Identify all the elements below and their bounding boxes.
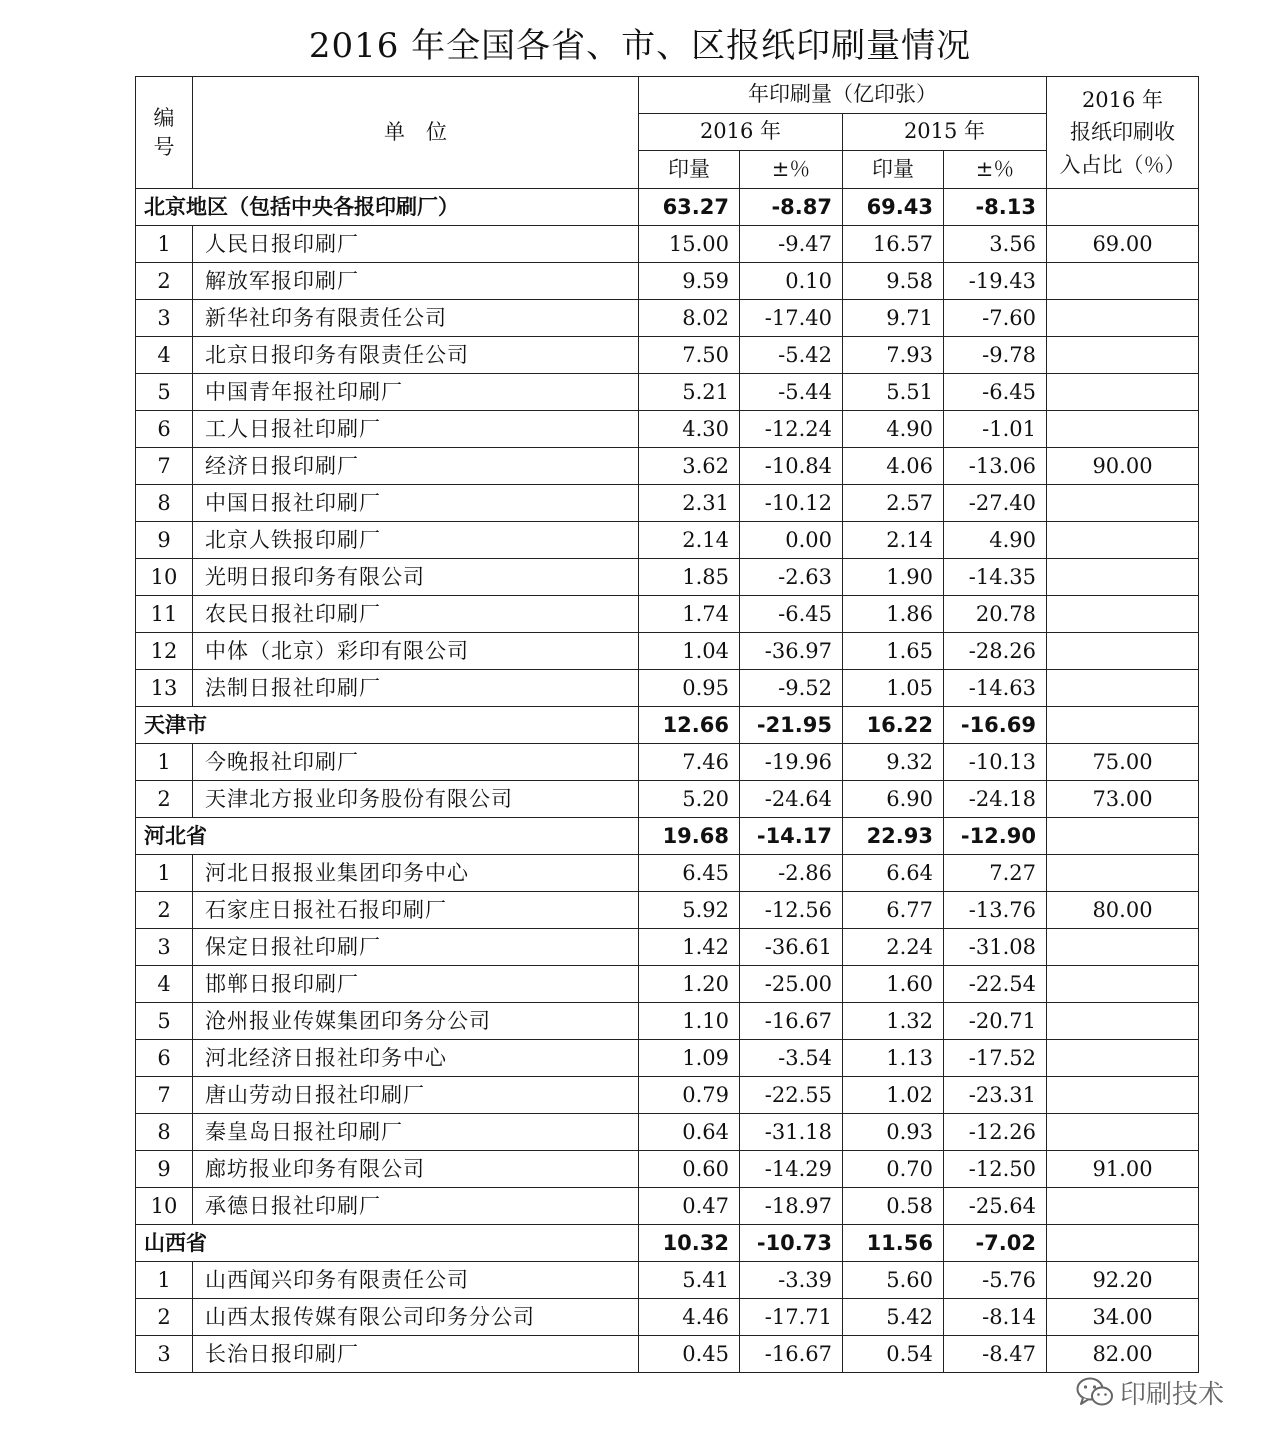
header-ratio-line1: 2016 年 bbox=[1081, 87, 1164, 112]
row-v2016: 2.14 bbox=[639, 522, 740, 559]
row-c2016: -3.54 bbox=[740, 1040, 843, 1077]
row-c2015: -22.54 bbox=[944, 966, 1047, 1003]
row-c2016: -9.47 bbox=[740, 226, 843, 263]
row-v2016: 1.04 bbox=[639, 633, 740, 670]
row-ratio bbox=[1047, 300, 1199, 337]
table-row bbox=[136, 485, 1199, 522]
row-unit-name: 保定日报社印刷厂 bbox=[193, 929, 639, 966]
row-c2015: -25.64 bbox=[944, 1188, 1047, 1225]
header-volume: 年印刷量（亿印张） bbox=[639, 77, 1047, 114]
row-unit-name: 唐山劳动日报社印刷厂 bbox=[193, 1077, 639, 1114]
table-row bbox=[136, 670, 1199, 707]
row-c2016: -9.52 bbox=[740, 670, 843, 707]
row-ratio bbox=[1047, 1188, 1199, 1225]
row-ratio bbox=[1047, 1003, 1199, 1040]
header-year-2015: 2015 年 bbox=[843, 114, 1047, 151]
header-ratio-line2: 报纸印刷收 bbox=[1070, 120, 1175, 145]
row-ratio bbox=[1047, 522, 1199, 559]
row-v2015: 5.60 bbox=[843, 1262, 944, 1299]
row-c2016: -24.64 bbox=[740, 781, 843, 818]
row-unit-name: 河北日报报业集团印务中心 bbox=[193, 855, 639, 892]
header-change-2016: ±％ bbox=[740, 151, 843, 189]
row-unit-name: 邯郸日报印刷厂 bbox=[193, 966, 639, 1003]
row-c2016: 0.00 bbox=[740, 522, 843, 559]
row-v2015: 1.02 bbox=[843, 1077, 944, 1114]
row-v2016: 1.10 bbox=[639, 1003, 740, 1040]
row-v2016: 1.85 bbox=[639, 559, 740, 596]
row-ratio bbox=[1047, 263, 1199, 300]
table-row bbox=[136, 1003, 1199, 1040]
row-v2016: 0.47 bbox=[639, 1188, 740, 1225]
row-unit-name: 解放军报印刷厂 bbox=[193, 263, 639, 300]
row-index: 9 bbox=[136, 1151, 193, 1188]
row-v2016: 1.42 bbox=[639, 929, 740, 966]
row-c2016: -6.45 bbox=[740, 596, 843, 633]
table-row bbox=[136, 1151, 1199, 1188]
row-c2015: -5.76 bbox=[944, 1262, 1047, 1299]
row-v2016: 0.45 bbox=[639, 1336, 740, 1373]
row-unit-name: 中体（北京）彩印有限公司 bbox=[193, 633, 639, 670]
row-c2016: -19.96 bbox=[740, 744, 843, 781]
row-v2016: 7.46 bbox=[639, 744, 740, 781]
table-row bbox=[136, 966, 1199, 1003]
row-ratio bbox=[1047, 374, 1199, 411]
region-c2016: -8.87 bbox=[740, 189, 843, 226]
table-row bbox=[136, 300, 1199, 337]
row-unit-name: 长治日报印刷厂 bbox=[193, 1336, 639, 1373]
row-c2015: -17.52 bbox=[944, 1040, 1047, 1077]
row-index: 8 bbox=[136, 485, 193, 522]
region-row bbox=[136, 189, 1199, 226]
row-ratio bbox=[1047, 1040, 1199, 1077]
row-index: 5 bbox=[136, 1003, 193, 1040]
row-v2016: 5.20 bbox=[639, 781, 740, 818]
row-index: 13 bbox=[136, 670, 193, 707]
table-row bbox=[136, 744, 1199, 781]
row-c2015: -23.31 bbox=[944, 1077, 1047, 1114]
row-unit-name: 新华社印务有限责任公司 bbox=[193, 300, 639, 337]
row-c2015: -28.26 bbox=[944, 633, 1047, 670]
region-v2015: 22.93 bbox=[843, 818, 944, 855]
row-ratio bbox=[1047, 966, 1199, 1003]
row-c2016: -36.97 bbox=[740, 633, 843, 670]
row-v2015: 9.71 bbox=[843, 300, 944, 337]
table-row bbox=[136, 633, 1199, 670]
row-c2016: -14.29 bbox=[740, 1151, 843, 1188]
row-v2015: 5.42 bbox=[843, 1299, 944, 1336]
header-print-2016: 印量 bbox=[639, 151, 740, 189]
table-row bbox=[136, 374, 1199, 411]
row-v2016: 4.30 bbox=[639, 411, 740, 448]
region-c2015: -7.02 bbox=[944, 1225, 1047, 1262]
row-index: 1 bbox=[136, 1262, 193, 1299]
region-row bbox=[136, 818, 1199, 855]
table-row bbox=[136, 337, 1199, 374]
row-v2016: 9.59 bbox=[639, 263, 740, 300]
row-unit-name: 工人日报社印刷厂 bbox=[193, 411, 639, 448]
row-v2016: 1.74 bbox=[639, 596, 740, 633]
row-c2016: -2.63 bbox=[740, 559, 843, 596]
row-index: 3 bbox=[136, 929, 193, 966]
table-row bbox=[136, 522, 1199, 559]
region-c2015: -8.13 bbox=[944, 189, 1047, 226]
region-v2016: 10.32 bbox=[639, 1225, 740, 1262]
row-v2015: 1.32 bbox=[843, 1003, 944, 1040]
region-name: 天津市 bbox=[136, 707, 639, 744]
table-row bbox=[136, 1040, 1199, 1077]
row-v2016: 0.64 bbox=[639, 1114, 740, 1151]
row-c2015: 4.90 bbox=[944, 522, 1047, 559]
row-index: 10 bbox=[136, 559, 193, 596]
row-index: 6 bbox=[136, 1040, 193, 1077]
region-ratio bbox=[1047, 189, 1199, 226]
page-title: 2016 年全国各省、市、区报纸印刷量情况 bbox=[308, 26, 972, 66]
header-year-2016: 2016 年 bbox=[639, 114, 843, 151]
region-name: 北京地区（包括中央各报印刷厂） bbox=[136, 189, 639, 226]
row-v2016: 1.09 bbox=[639, 1040, 740, 1077]
row-ratio: 34.00 bbox=[1047, 1299, 1199, 1336]
row-c2015: -14.35 bbox=[944, 559, 1047, 596]
row-ratio: 92.20 bbox=[1047, 1262, 1199, 1299]
row-v2016: 5.92 bbox=[639, 892, 740, 929]
row-v2016: 0.79 bbox=[639, 1077, 740, 1114]
row-c2016: -10.84 bbox=[740, 448, 843, 485]
region-v2016: 63.27 bbox=[639, 189, 740, 226]
row-c2016: -10.12 bbox=[740, 485, 843, 522]
row-v2015: 0.58 bbox=[843, 1188, 944, 1225]
row-ratio: 69.00 bbox=[1047, 226, 1199, 263]
row-unit-name: 人民日报印刷厂 bbox=[193, 226, 639, 263]
region-v2016: 19.68 bbox=[639, 818, 740, 855]
row-ratio bbox=[1047, 929, 1199, 966]
row-v2015: 0.93 bbox=[843, 1114, 944, 1151]
row-v2016: 0.60 bbox=[639, 1151, 740, 1188]
row-unit-name: 河北经济日报社印务中心 bbox=[193, 1040, 639, 1077]
table-body bbox=[136, 189, 1199, 1373]
header-ratio-line3: 入占比（％） bbox=[1059, 152, 1186, 177]
row-c2015: -24.18 bbox=[944, 781, 1047, 818]
header-change-2015: ±％ bbox=[944, 151, 1047, 189]
row-index: 3 bbox=[136, 300, 193, 337]
row-c2015: -14.63 bbox=[944, 670, 1047, 707]
row-c2015: -7.60 bbox=[944, 300, 1047, 337]
row-v2016: 4.46 bbox=[639, 1299, 740, 1336]
row-ratio bbox=[1047, 337, 1199, 374]
row-c2015: -13.76 bbox=[944, 892, 1047, 929]
row-unit-name: 秦皇岛日报社印刷厂 bbox=[193, 1114, 639, 1151]
table-row bbox=[136, 411, 1199, 448]
row-unit-name: 北京日报印务有限责任公司 bbox=[193, 337, 639, 374]
row-c2015: -13.06 bbox=[944, 448, 1047, 485]
row-c2015: -19.43 bbox=[944, 263, 1047, 300]
row-v2016: 2.31 bbox=[639, 485, 740, 522]
region-v2015: 16.22 bbox=[843, 707, 944, 744]
row-v2015: 0.70 bbox=[843, 1151, 944, 1188]
row-index: 4 bbox=[136, 966, 193, 1003]
row-v2016: 6.45 bbox=[639, 855, 740, 892]
table-row bbox=[136, 855, 1199, 892]
row-index: 7 bbox=[136, 1077, 193, 1114]
row-c2015: 7.27 bbox=[944, 855, 1047, 892]
row-v2015: 6.90 bbox=[843, 781, 944, 818]
row-v2016: 15.00 bbox=[639, 226, 740, 263]
row-unit-name: 农民日报社印刷厂 bbox=[193, 596, 639, 633]
row-v2015: 0.54 bbox=[843, 1336, 944, 1373]
row-ratio bbox=[1047, 411, 1199, 448]
print-volume-table bbox=[135, 76, 1199, 1373]
row-unit-name: 法制日报社印刷厂 bbox=[193, 670, 639, 707]
table-row bbox=[136, 226, 1199, 263]
row-v2016: 7.50 bbox=[639, 337, 740, 374]
wechat-icon bbox=[1076, 1376, 1114, 1408]
row-v2015: 5.51 bbox=[843, 374, 944, 411]
row-unit-name: 沧州报业传媒集团印务分公司 bbox=[193, 1003, 639, 1040]
table-row bbox=[136, 1077, 1199, 1114]
table-row bbox=[136, 263, 1199, 300]
row-unit-name: 北京人铁报印刷厂 bbox=[193, 522, 639, 559]
row-ratio: 90.00 bbox=[1047, 448, 1199, 485]
row-index: 2 bbox=[136, 892, 193, 929]
row-unit-name: 光明日报印务有限公司 bbox=[193, 559, 639, 596]
table-row bbox=[136, 559, 1199, 596]
row-v2015: 2.57 bbox=[843, 485, 944, 522]
row-v2016: 0.95 bbox=[639, 670, 740, 707]
row-v2015: 1.60 bbox=[843, 966, 944, 1003]
row-v2015: 1.86 bbox=[843, 596, 944, 633]
watermark-text: 印刷技术 bbox=[1120, 1379, 1225, 1410]
row-c2015: -8.47 bbox=[944, 1336, 1047, 1373]
row-c2016: 0.10 bbox=[740, 263, 843, 300]
row-index: 2 bbox=[136, 781, 193, 818]
row-v2016: 5.41 bbox=[639, 1262, 740, 1299]
row-ratio bbox=[1047, 559, 1199, 596]
row-c2015: 20.78 bbox=[944, 596, 1047, 633]
row-ratio: 82.00 bbox=[1047, 1336, 1199, 1373]
row-v2015: 1.13 bbox=[843, 1040, 944, 1077]
row-c2016: -2.86 bbox=[740, 855, 843, 892]
row-c2015: -8.14 bbox=[944, 1299, 1047, 1336]
row-unit-name: 中国青年报社印刷厂 bbox=[193, 374, 639, 411]
row-c2015: -12.26 bbox=[944, 1114, 1047, 1151]
table-row bbox=[136, 448, 1199, 485]
row-index: 2 bbox=[136, 263, 193, 300]
table-row bbox=[136, 892, 1199, 929]
row-ratio: 91.00 bbox=[1047, 1151, 1199, 1188]
row-index: 8 bbox=[136, 1114, 193, 1151]
table-row bbox=[136, 596, 1199, 633]
row-index: 9 bbox=[136, 522, 193, 559]
region-v2015: 69.43 bbox=[843, 189, 944, 226]
region-c2016: -21.95 bbox=[740, 707, 843, 744]
row-v2016: 1.20 bbox=[639, 966, 740, 1003]
row-v2015: 9.58 bbox=[843, 263, 944, 300]
row-c2016: -18.97 bbox=[740, 1188, 843, 1225]
row-c2015: 3.56 bbox=[944, 226, 1047, 263]
row-c2016: -22.55 bbox=[740, 1077, 843, 1114]
row-c2016: -16.67 bbox=[740, 1336, 843, 1373]
row-unit-name: 石家庄日报社石报印刷厂 bbox=[193, 892, 639, 929]
row-v2015: 1.90 bbox=[843, 559, 944, 596]
row-ratio: 73.00 bbox=[1047, 781, 1199, 818]
row-index: 1 bbox=[136, 744, 193, 781]
table-row bbox=[136, 1188, 1199, 1225]
row-unit-name: 中国日报社印刷厂 bbox=[193, 485, 639, 522]
row-index: 12 bbox=[136, 633, 193, 670]
row-v2015: 1.05 bbox=[843, 670, 944, 707]
row-c2016: -17.71 bbox=[740, 1299, 843, 1336]
row-v2015: 6.64 bbox=[843, 855, 944, 892]
header-ratio bbox=[1047, 77, 1199, 189]
row-unit-name: 山西太报传媒有限公司印务分公司 bbox=[193, 1299, 639, 1336]
row-c2016: -3.39 bbox=[740, 1262, 843, 1299]
row-c2016: -12.24 bbox=[740, 411, 843, 448]
row-v2016: 8.02 bbox=[639, 300, 740, 337]
row-c2016: -36.61 bbox=[740, 929, 843, 966]
row-index: 3 bbox=[136, 1336, 193, 1373]
row-unit-name: 廊坊报业印务有限公司 bbox=[193, 1151, 639, 1188]
row-c2016: -17.40 bbox=[740, 300, 843, 337]
row-index: 2 bbox=[136, 1299, 193, 1336]
row-v2015: 9.32 bbox=[843, 744, 944, 781]
row-index: 6 bbox=[136, 411, 193, 448]
row-ratio bbox=[1047, 485, 1199, 522]
row-c2016: -12.56 bbox=[740, 892, 843, 929]
row-unit-name: 承德日报社印刷厂 bbox=[193, 1188, 639, 1225]
row-v2015: 2.24 bbox=[843, 929, 944, 966]
row-v2016: 5.21 bbox=[639, 374, 740, 411]
region-c2016: -10.73 bbox=[740, 1225, 843, 1262]
region-c2016: -14.17 bbox=[740, 818, 843, 855]
row-c2016: -16.67 bbox=[740, 1003, 843, 1040]
row-c2016: -5.42 bbox=[740, 337, 843, 374]
region-row bbox=[136, 707, 1199, 744]
row-index: 1 bbox=[136, 226, 193, 263]
row-v2015: 4.06 bbox=[843, 448, 944, 485]
table-header bbox=[136, 77, 1199, 189]
row-ratio: 75.00 bbox=[1047, 744, 1199, 781]
row-v2015: 4.90 bbox=[843, 411, 944, 448]
region-name: 河北省 bbox=[136, 818, 639, 855]
row-unit-name: 山西闻兴印务有限责任公司 bbox=[193, 1262, 639, 1299]
header-unit: 单 位 bbox=[193, 77, 639, 189]
region-ratio bbox=[1047, 1225, 1199, 1262]
watermark bbox=[1076, 1372, 1224, 1412]
table-row bbox=[136, 1114, 1199, 1151]
table-row bbox=[136, 1262, 1199, 1299]
region-c2015: -16.69 bbox=[944, 707, 1047, 744]
row-index: 5 bbox=[136, 374, 193, 411]
row-ratio bbox=[1047, 1077, 1199, 1114]
region-v2016: 12.66 bbox=[639, 707, 740, 744]
row-unit-name: 天津北方报业印务股份有限公司 bbox=[193, 781, 639, 818]
row-index: 11 bbox=[136, 596, 193, 633]
row-index: 1 bbox=[136, 855, 193, 892]
row-v2015: 16.57 bbox=[843, 226, 944, 263]
region-ratio bbox=[1047, 818, 1199, 855]
region-row bbox=[136, 1225, 1199, 1262]
row-c2015: -9.78 bbox=[944, 337, 1047, 374]
row-v2015: 6.77 bbox=[843, 892, 944, 929]
row-ratio bbox=[1047, 633, 1199, 670]
row-c2015: -6.45 bbox=[944, 374, 1047, 411]
row-unit-name: 经济日报印刷厂 bbox=[193, 448, 639, 485]
row-ratio bbox=[1047, 1114, 1199, 1151]
row-ratio: 80.00 bbox=[1047, 892, 1199, 929]
row-c2016: -25.00 bbox=[740, 966, 843, 1003]
row-v2016: 3.62 bbox=[639, 448, 740, 485]
table-row bbox=[136, 929, 1199, 966]
row-index: 10 bbox=[136, 1188, 193, 1225]
region-v2015: 11.56 bbox=[843, 1225, 944, 1262]
row-c2015: -31.08 bbox=[944, 929, 1047, 966]
row-ratio bbox=[1047, 596, 1199, 633]
row-ratio bbox=[1047, 855, 1199, 892]
header-index-label: 编号 bbox=[153, 106, 175, 159]
row-c2016: -31.18 bbox=[740, 1114, 843, 1151]
row-c2016: -5.44 bbox=[740, 374, 843, 411]
table-row bbox=[136, 1299, 1199, 1336]
table-row bbox=[136, 1336, 1199, 1373]
row-c2015: -10.13 bbox=[944, 744, 1047, 781]
region-name: 山西省 bbox=[136, 1225, 639, 1262]
table-row bbox=[136, 781, 1199, 818]
row-v2015: 1.65 bbox=[843, 633, 944, 670]
row-ratio bbox=[1047, 670, 1199, 707]
header-print-2015: 印量 bbox=[843, 151, 944, 189]
header-index bbox=[136, 77, 193, 189]
row-c2015: -12.50 bbox=[944, 1151, 1047, 1188]
row-c2015: -27.40 bbox=[944, 485, 1047, 522]
row-v2015: 7.93 bbox=[843, 337, 944, 374]
region-c2015: -12.90 bbox=[944, 818, 1047, 855]
row-v2015: 2.14 bbox=[843, 522, 944, 559]
row-index: 7 bbox=[136, 448, 193, 485]
region-ratio bbox=[1047, 707, 1199, 744]
row-unit-name: 今晚报社印刷厂 bbox=[193, 744, 639, 781]
row-index: 4 bbox=[136, 337, 193, 374]
row-c2015: -20.71 bbox=[944, 1003, 1047, 1040]
row-c2015: -1.01 bbox=[944, 411, 1047, 448]
